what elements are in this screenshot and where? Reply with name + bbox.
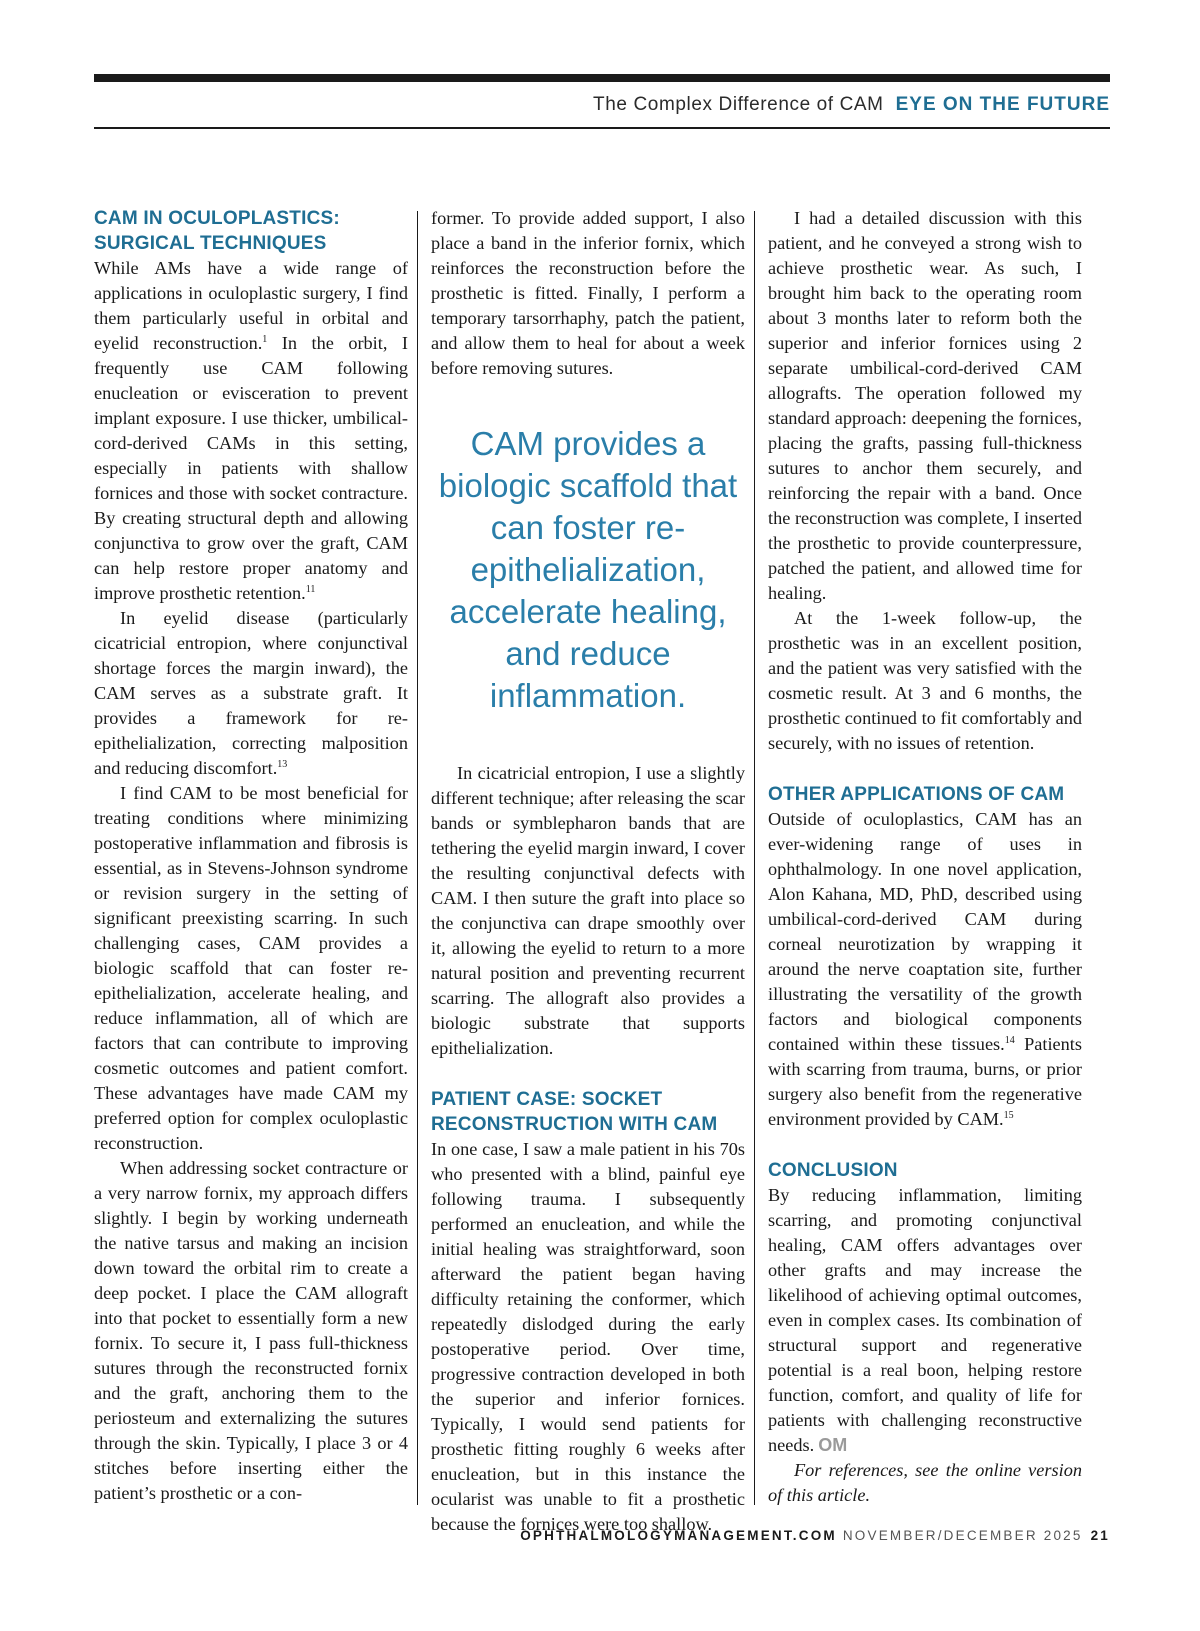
paragraph: At the 1-week follow-up, the prosthetic was in an excellent position, and the patient was very satisfied with the cosmetic result. At 3 and 6 months, the prosthetic continued to fit comfortably and securely, with no issues of retention. bbox=[768, 608, 1082, 753]
page-footer bbox=[520, 1528, 1110, 1543]
paragraph bbox=[94, 606, 408, 781]
paragraph-text: By reducing inflammation, limiting scarring, and promoting conjunctival healing, CAM offers advantages over other grafts and may increase the likelihood of achieving optimal outcomes, even in complex cases. Its combination of structural support and regenerative potential is a real boon, helping restore function, comfort, and quality of life for patients with challenging reconstructive needs. bbox=[768, 1185, 1082, 1455]
paragraph-text: Patients with scarring from trauma, burns, or prior surgery also benefit from the regenerative environment provided by CAM. bbox=[768, 1034, 1082, 1129]
website: OPHTHALMOLOGYMANAGEMENT.COM bbox=[520, 1528, 837, 1543]
paragraph: former. To provide added support, I also place a band in the inferior fornix, which reinforces the reconstruction before the prosthetic is fitted. Finally, I perform a temporary tarsorrhaphy, patch the patient, and allow them to heal for about a week before removing sutures. bbox=[431, 208, 745, 378]
heading-line-2: RECONSTRUCTION WITH CAM bbox=[431, 1114, 718, 1135]
top-rule bbox=[94, 74, 1110, 82]
section-heading-patient-case bbox=[431, 1087, 745, 1137]
footnote-ref: 13 bbox=[277, 758, 288, 770]
column-2 bbox=[431, 206, 745, 1537]
article-title: The Complex Difference of CAM bbox=[593, 94, 884, 115]
paragraph bbox=[768, 1183, 1082, 1458]
paragraph bbox=[768, 807, 1082, 1132]
heading-line-1: PATIENT CASE: SOCKET bbox=[431, 1089, 663, 1110]
section-heading-conclusion: CONCLUSION bbox=[768, 1160, 898, 1181]
running-head bbox=[593, 94, 1110, 122]
heading-line-1: CAM IN OCULOPLASTICS: bbox=[94, 208, 340, 229]
references-note: For references, see the online version of this article. bbox=[768, 1460, 1082, 1505]
footnote-ref: 14 bbox=[1004, 1034, 1015, 1046]
paragraph: In cicatricial entropion, I use a slightly different technique; after releasing the scar bands or symblepharon bands that are tethering the eyelid margin inward, I cover the resulting conjunctival defects with CAM. I then suture the graft into place so the conjunctiva can drape smoothly over it, allowing the eyelid to return to a more natural position and preventing recurrent scarring. The allograft also provides a biologic substrate that supports epithelialization. bbox=[431, 763, 745, 1058]
header-rule bbox=[94, 127, 1110, 129]
section-heading-oculoplastics bbox=[94, 206, 408, 256]
page-number: 21 bbox=[1090, 1528, 1110, 1543]
section-name: EYE ON THE FUTURE bbox=[895, 94, 1110, 115]
end-mark: OM bbox=[818, 1435, 848, 1455]
paragraph-text: While AMs have a wide range of applications in oculoplastic surgery, I find them particularly useful in orbital and eyelid reconstruction. bbox=[94, 258, 408, 353]
paragraph-text: Outside of oculoplastics, CAM has an ever-widening range of uses in ophthalmology. In one novel application, Alon Kahana, MD, PhD, described using umbilical-cord-derived CAM during corneal neurotization by wrapping it around the nerve coaptation site, further illustrating the versatility of the growth factors and biological components contained within these tissues. bbox=[768, 809, 1082, 1054]
paragraph: In one case, I saw a male patient in his 70s who presented with a blind, painful eye following trauma. I subsequently performed an enucleation, and while the initial healing was straightforward, soon afterward the patient began having difficulty retaining the conformer, which repeatedly dislodged during the early postoperative period. Over time, progressive contraction developed in both the superior and inferior fornices. Typically, I would send patients for prosthetic fitting roughly 6 weeks after enucleation, but in this instance the ocularist was unable to fit a prosthetic because the fornices were too shallow. bbox=[431, 1139, 745, 1534]
paragraph: When addressing socket contracture or a very narrow fornix, my approach differs slightly. I begin by working underneath the native tarsus and making an incision down toward the orbital rim to create a deep pocket. I place the CAM allograft into that pocket to essentially form a new fornix. To secure it, I pass full-thickness sutures through the reconstructed fornix and the graft, anchoring them to the periosteum and externalizing the sutures through the skin. Typically, I place 3 or 4 stitches before inserting either the patient’s prosthetic or a con- bbox=[94, 1158, 408, 1503]
paragraph bbox=[94, 256, 408, 606]
paragraph: I find CAM to be most beneficial for treating conditions where minimizing postoperative inflammation and fibrosis is essential, as in Stevens-Johnson syndrome or revision surgery in the setting of significant preexisting scarring. In such challenging cases, CAM provides a biologic scaffold that can foster re-epithelialization, accelerate healing, and reduce inflammation, all of which are factors that can contribute to improving cosmetic outcomes and patient comfort. These advantages have made CAM my preferred option for complex oculoplastic reconstruction. bbox=[94, 783, 408, 1153]
paragraph: I had a detailed discussion with this patient, and he conveyed a strong wish to achieve prosthetic wear. As such, I brought him back to the operating room about 3 months later to reform both the superior and inferior fornices using 2 separate umbilical-cord-derived CAM allografts. The operation followed my standard approach: deepening the fornices, placing the grafts, passing full-thickness sutures to anchor them securely, and reinforcing the repair with a band. Once the reconstruction was complete, I inserted the prosthetic to provide counterpressure, patched the patient, and allowed time for healing. bbox=[768, 208, 1082, 603]
paragraph-text: In the orbit, I frequently use CAM following enucleation or evisceration to prevent implant exposure. I use thicker, umbilical-cord-derived CAMs in this setting, especially in patients with shallow fornices and those with socket contracture. By creating structural depth and allowing conjunctiva to grow over the graft, CAM can help restore proper anatomy and improve prosthetic retention. bbox=[94, 333, 408, 603]
column-divider-1 bbox=[417, 211, 418, 1505]
pull-quote: CAM provides a biologic scaffold that can foster re-epithelialization, accelerate healing, and reduce inflammation. bbox=[438, 425, 738, 714]
heading-line-2: SURGICAL TECHNIQUES bbox=[94, 233, 327, 254]
issue-date: NOVEMBER/DECEMBER 2025 bbox=[842, 1528, 1083, 1543]
column-1 bbox=[94, 206, 408, 1506]
column-3 bbox=[768, 206, 1082, 1508]
paragraph-text: In eyelid disease (particularly cicatricial entropion, where conjunctival shortage forces the margin inward), the CAM serves as a substrate graft. It provides a framework for re-epithelialization, correcting malposition and reducing discomfort. bbox=[94, 608, 408, 778]
column-divider-2 bbox=[754, 211, 755, 1505]
footnote-ref: 11 bbox=[305, 583, 316, 595]
section-heading-other-applications: OTHER APPLICATIONS OF CAM bbox=[768, 784, 1065, 805]
footnote-ref: 1 bbox=[262, 333, 268, 345]
footnote-ref: 15 bbox=[1003, 1109, 1014, 1121]
